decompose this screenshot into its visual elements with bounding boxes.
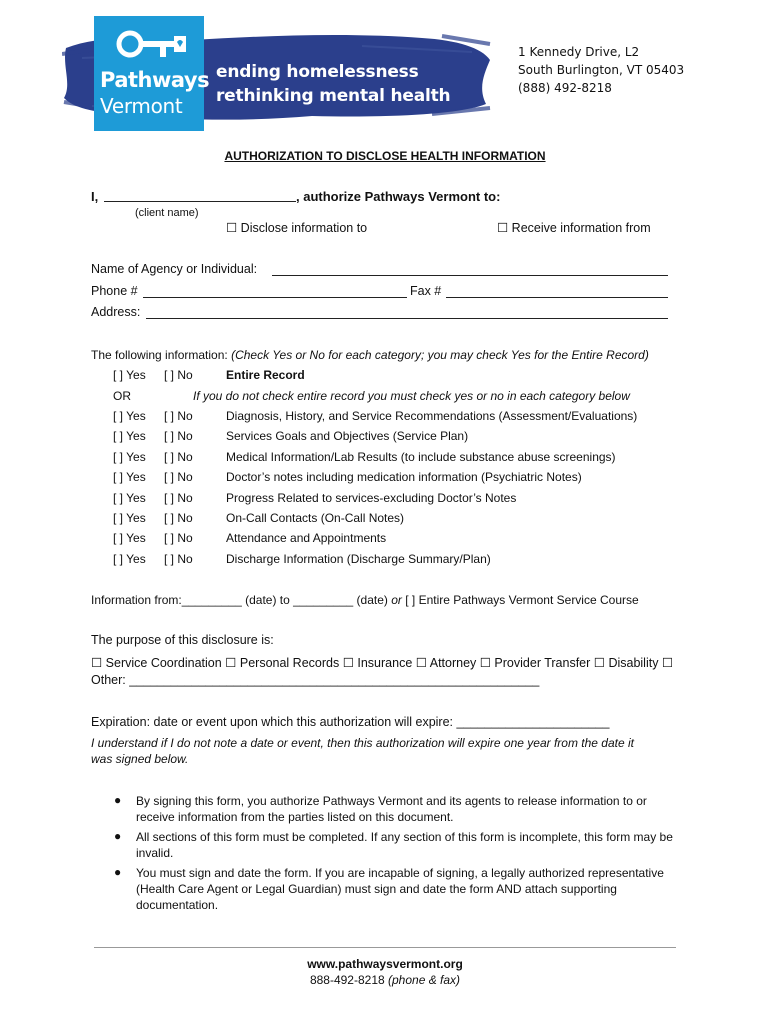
footer-divider <box>94 947 676 948</box>
intro-prefix: I, <box>91 189 99 204</box>
category-yes-checkbox[interactable]: [ ] Yes <box>113 470 146 484</box>
address-field[interactable] <box>146 318 668 319</box>
client-name-label: (client name) <box>135 207 199 219</box>
tagline-line-2: rethinking mental health <box>216 86 451 106</box>
purpose-options[interactable]: ☐ Service Coordination ☐ Personal Records ☐ Insurance ☐ Attorney ☐ Provider Transfer ☐ Disability ☐ <box>91 656 674 670</box>
info-lead <box>91 348 649 362</box>
footer-contact <box>0 973 770 987</box>
fax-field[interactable] <box>446 297 668 298</box>
category-yes-checkbox[interactable]: [ ] Yes <box>113 450 146 464</box>
footer-phone-note: (phone & fax) <box>388 973 461 987</box>
bullet-dot-1: ● <box>114 793 122 807</box>
category-label: Discharge Information (Discharge Summary/Plan) <box>226 552 491 566</box>
entire-no-checkbox[interactable]: [ ] No <box>164 368 193 382</box>
category-no-checkbox[interactable]: [ ] No <box>164 531 193 545</box>
bullet-dot-2: ● <box>114 829 122 843</box>
bullet-dot-3: ● <box>114 865 122 879</box>
category-label: Doctor’s notes including medication information (Psychiatric Notes) <box>226 470 582 484</box>
pathways-logo <box>94 16 210 131</box>
category-label: Services Goals and Objectives (Service Plan) <box>226 429 469 443</box>
address-line-2: South Burlington, VT 05403 <box>518 63 685 77</box>
intro-suffix: , authorize Pathways Vermont to: <box>296 189 501 204</box>
expiration-note-1: I understand if I do not note a date or event, then this authorization will expire one year from the date it <box>91 736 634 750</box>
info-lead-instructions: (Check Yes or No for each category; you may check Yes for the Entire Record) <box>231 348 649 362</box>
footer-website[interactable]: www.pathwaysvermont.org <box>307 957 463 971</box>
receive-option[interactable]: ☐ Receive information from <box>497 221 651 235</box>
agency-label: Name of Agency or Individual: <box>91 262 258 276</box>
logo-word-vermont: Vermont <box>100 94 183 118</box>
category-no-checkbox[interactable]: [ ] No <box>164 491 193 505</box>
disclose-option[interactable]: ☐ Disclose information to <box>226 221 368 235</box>
address-label: Address: <box>91 305 141 319</box>
category-label: Medical Information/Lab Results (to include substance abuse screenings) <box>226 450 616 464</box>
category-label: Attendance and Appointments <box>226 531 387 545</box>
tagline-line-1: ending homelessness <box>216 62 419 82</box>
category-label: Diagnosis, History, and Service Recommendations (Assessment/Evaluations) <box>226 409 638 423</box>
category-yes-checkbox[interactable]: [ ] Yes <box>113 531 146 545</box>
category-no-checkbox[interactable]: [ ] No <box>164 470 193 484</box>
fax-label: Fax # <box>410 284 442 298</box>
category-label: On-Call Contacts (On-Call Notes) <box>226 511 405 525</box>
category-yes-checkbox[interactable]: [ ] Yes <box>113 491 146 505</box>
category-yes-checkbox[interactable]: [ ] Yes <box>113 511 146 525</box>
category-yes-checkbox[interactable]: [ ] Yes <box>113 429 146 443</box>
category-yes-checkbox[interactable]: [ ] Yes <box>113 552 146 566</box>
category-no-checkbox[interactable]: [ ] No <box>164 450 193 464</box>
category-no-checkbox[interactable]: [ ] No <box>164 552 193 566</box>
purpose-other-field[interactable]: Other: ___________________________________________________________ <box>91 673 540 687</box>
agency-field[interactable] <box>272 275 668 276</box>
category-no-checkbox[interactable]: [ ] No <box>164 511 193 525</box>
bullet-signing: By signing this form, you authorize Pathways Vermont and its agents to release information to or receive information from the parties listed on this document. <box>136 794 647 824</box>
category-label: Progress Related to services-excluding Doctor’s Notes <box>226 491 517 505</box>
or-instruction: If you do not check entire record you must check yes or no in each category below <box>193 389 630 403</box>
header-phone: (888) 492-8218 <box>518 81 612 95</box>
purpose-heading: The purpose of this disclosure is: <box>91 633 274 647</box>
phone-field[interactable] <box>143 297 407 298</box>
phone-label: Phone # <box>91 284 138 298</box>
expiration-note-2: was signed below. <box>91 752 189 766</box>
expiration-field[interactable]: Expiration: date or event upon which this authorization will expire: ______________________ <box>91 715 610 729</box>
entire-record-label: Entire Record <box>226 368 305 382</box>
logo-word-pathways: Pathways <box>100 68 210 92</box>
date-or: or <box>391 593 402 607</box>
entire-yes-checkbox[interactable]: [ ] Yes <box>113 368 146 382</box>
key-icon <box>112 26 192 62</box>
client-name-field[interactable] <box>104 201 296 202</box>
bullet-completion: All sections of this form must be completed. If any section of this form is incomplete, this form may be invalid. <box>136 830 673 860</box>
address-line-1: 1 Kennedy Drive, L2 <box>518 45 640 59</box>
date-range-text[interactable]: Information from:_________ (date) to _________ (date) <box>91 593 388 607</box>
date-range-line <box>91 593 639 607</box>
info-lead-text: The following information: <box>91 348 228 362</box>
category-yes-checkbox[interactable]: [ ] Yes <box>113 409 146 423</box>
category-no-checkbox[interactable]: [ ] No <box>164 429 193 443</box>
or-label: OR <box>113 389 131 403</box>
entire-course-checkbox[interactable]: [ ] Entire Pathways Vermont Service Course <box>405 593 639 607</box>
bullet-signature: You must sign and date the form. If you are incapable of signing, a legally authorized representative (Health Care Agent or Legal Guardian) must sign and date the form AND attach supporting documentation. <box>136 866 664 912</box>
form-title: AUTHORIZATION TO DISCLOSE HEALTH INFORMATION <box>224 149 546 163</box>
category-no-checkbox[interactable]: [ ] No <box>164 409 193 423</box>
footer-phone: 888-492-8218 <box>309 973 385 987</box>
